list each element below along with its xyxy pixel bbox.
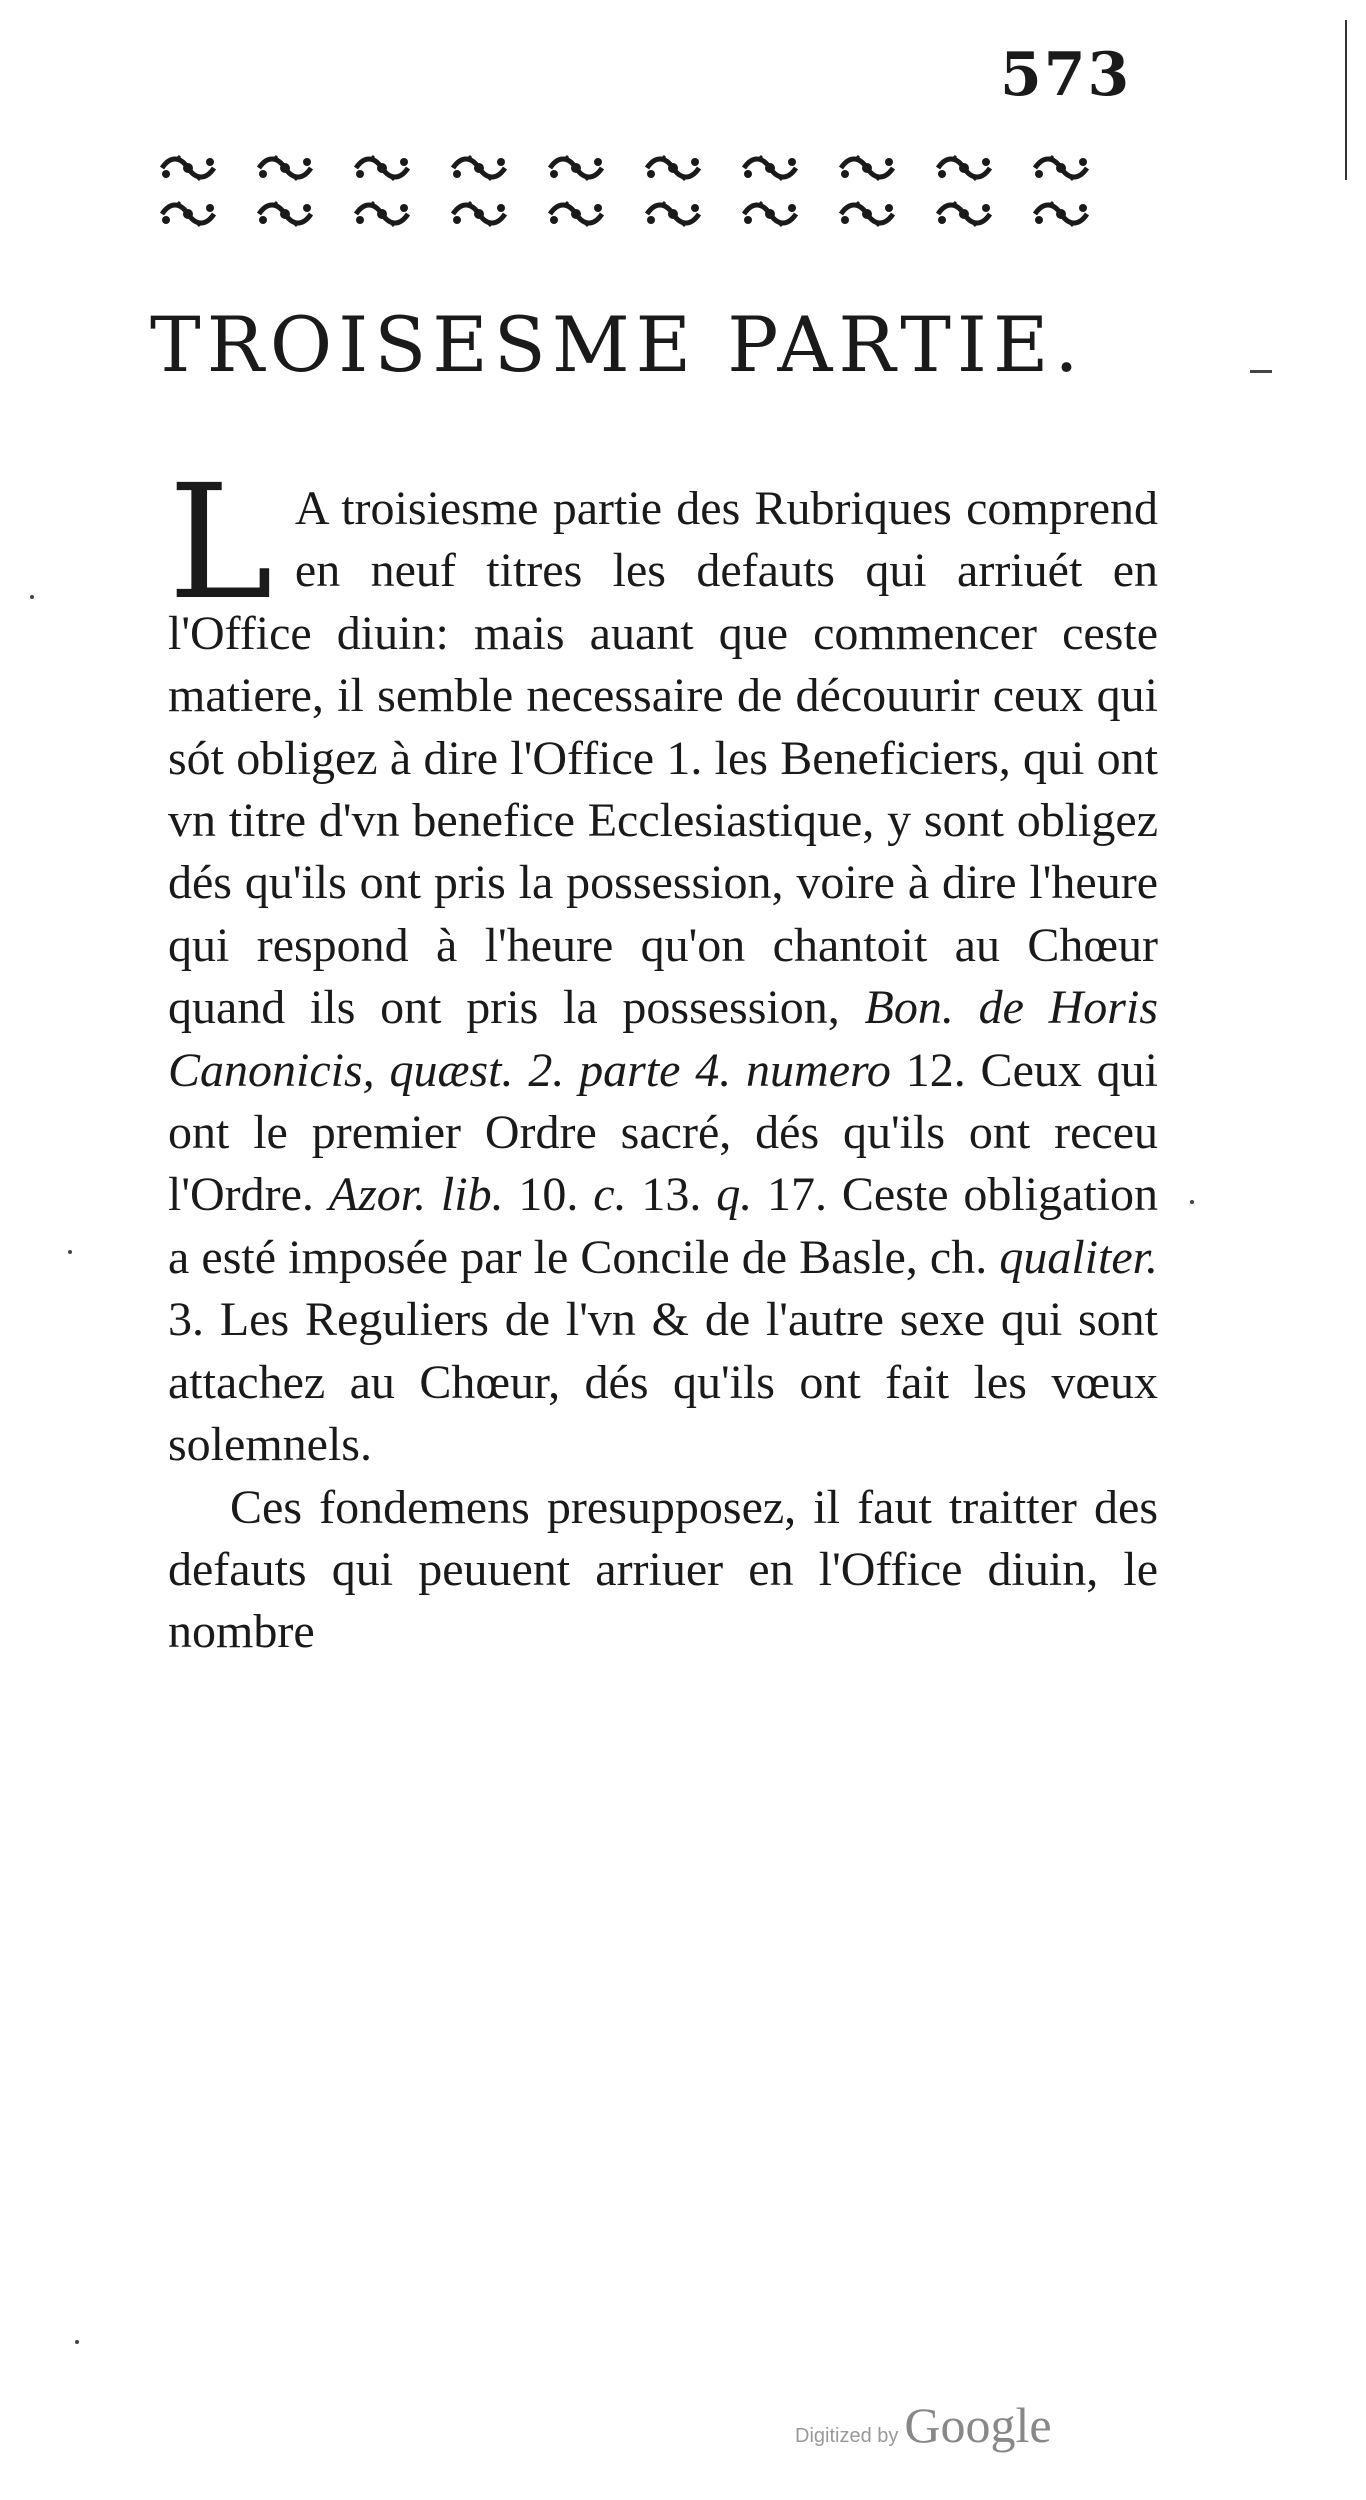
citation: qualiter. [999,1230,1158,1284]
ornament-icon [158,148,1133,238]
page-edge-rule [1345,20,1347,180]
text-run: 3. Les Reguliers de l'vn & de l'autre sexe qui sont attachez au Chœur, dés qu'ils ont fait les vœux solemnels. [168,1293,1158,1472]
citation: c. [593,1168,627,1222]
text-run: 10. [503,1168,594,1222]
paragraph-2: Ces fondemens presupposez, il faut traitter des defauts qui peuuent arriuer en l'Office diuin, le nombre [168,1480,1158,1659]
text-run: 13. [626,1168,717,1222]
scan-speck [68,1250,72,1254]
body-text [168,451,1159,1664]
section-title: TROISESME PARTIE. [150,300,1085,389]
digitized-watermark [795,2396,1052,2454]
citation: q. [716,1168,753,1222]
drop-cap: L [168,451,273,635]
google-logo: Google [904,2397,1052,2453]
paragraph-1 [168,451,1159,1477]
decorative-ornament-band [158,148,1133,238]
page-number: 573 [1000,40,1132,110]
scan-speck [75,2340,79,2344]
digitized-label: Digitized by [795,2425,899,2447]
text-run: 12. Ceux qui ont le premier Ordre sacré, dés qu'ils ont receu l'Ordre. [168,1043,1159,1222]
citation: Bon. de Horis Canonicis, quæst. 2. parte 4. numero [168,981,1159,1097]
scan-speck [1190,1200,1194,1204]
citation: Azor. lib. [328,1168,504,1222]
text-run: A troisiesme partie des Rubriques comprend en neuf titres les defauts qui arriuét en l'Office diuin: mais auant que commencer ceste matiere, il semble necessaire de découurir ceux qui sót obligez à dire l'Office 1. les Beneficiers, qui ont vn titre d'vn benefice Ecclesiastique, y sont obligez dés qu'ils ont pris la possession, voire à dire l'heure qui respond à l'heure qu'on chantoit au Chœur quand ils ont pris la possession, [168,482,1158,1035]
text-run: 17. Ceste obligation a esté imposée par le Concile de Basle, ch. [168,1168,1159,1284]
scan-mark [1250,370,1272,373]
scan-speck [30,595,34,599]
